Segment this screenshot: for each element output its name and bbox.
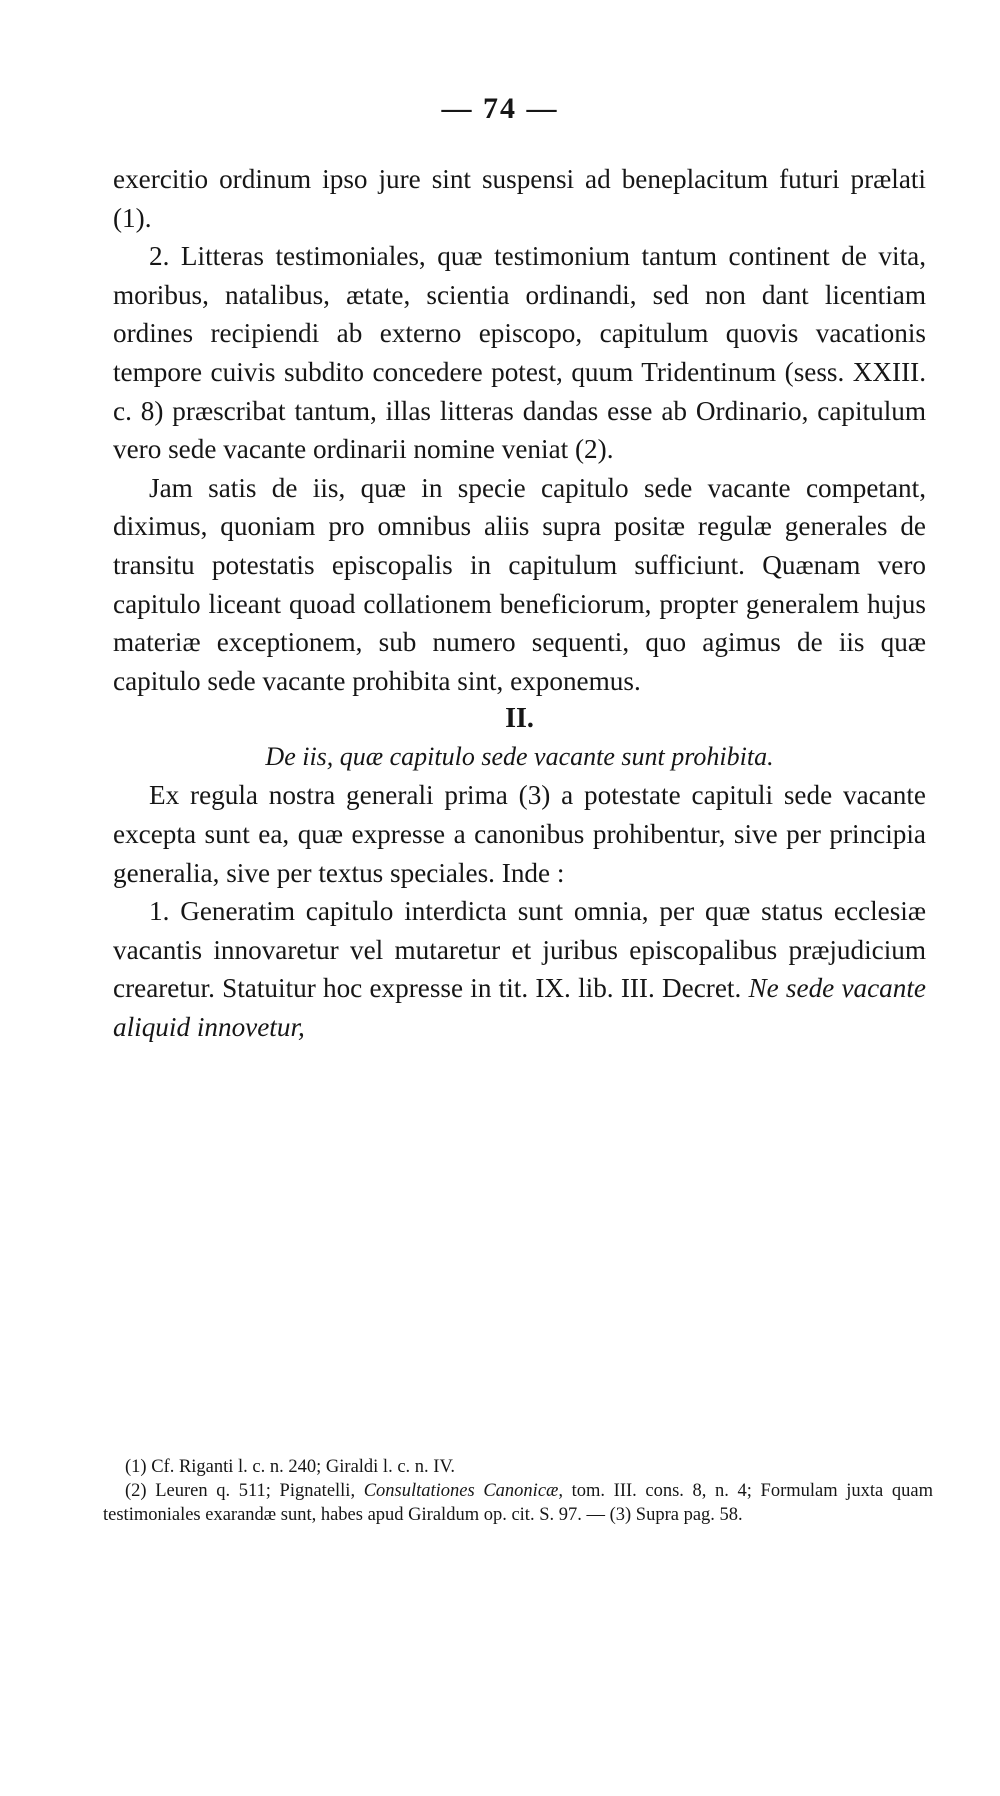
- main-text: [113, 160, 926, 1046]
- paragraph-summary: Jam satis de iis, quæ in specie capitulo sede vacante competant, diximus, quoniam pro omnibus aliis supra positæ regulæ generales de transitu potestatis episcopalis in capitulum sufficiunt. Quænam vero capitulo liceant quoad collationem beneficiorum, propter generalem hujus materiæ exceptionem, sub numero sequenti, quo agimus de iis quæ capitulo sede vacante prohibita sint, exponemus.: [113, 472, 926, 696]
- footnote-2-work-title: Consultationes Canonicæ,: [363, 1481, 563, 1501]
- footnote-2-start: (2) Leuren q. 511; Pignatelli,: [125, 1481, 364, 1501]
- paragraph-item-1: [113, 892, 926, 1046]
- page-number: — 74 —: [441, 92, 559, 125]
- section-number: II.: [505, 703, 534, 735]
- footnote-2: [103, 1479, 933, 1527]
- paragraph-continuation: exercitio ordinum ipso jure sint suspensi ad beneplacitum futuri prælati (1).: [113, 164, 926, 233]
- footnote-1: (1) Cf. Riganti l. c. n. 240; Giraldi l. c. n. IV.: [125, 1457, 456, 1477]
- footnotes: [103, 1455, 933, 1527]
- item-1-text: 1. Generatim capitulo interdicta sunt omnia, per quæ status ecclesiæ vacantis innovaretur vel mutaretur et juribus episcopalibus præjudicium crearetur. Statuitur hoc expresse in tit. IX. lib. III. Decret.: [113, 896, 926, 1004]
- section-title: De iis, quæ capitulo sede vacante sunt prohibita.: [265, 742, 774, 772]
- decretal-title: Ne sede vacante aliquid innovetur,: [113, 973, 926, 1042]
- paragraph-item-2: 2. Litteras testimoniales, quæ testimonium tantum continent de vita, moribus, natalibus, ætate, scientia ordinandi, sed non dant licentiam ordines recipiendi ab externo episcopo, capitulum quovis vacationis tempore cuivis subdito concedere potest, quum Tridentinum (sess. XXIII. c. 8) præscribat tantum, illas litteras dandas esse ab Ordinario, capitulum vero sede vacante ordinarii nomine veniat (2).: [113, 241, 926, 465]
- footnote-2-rest: tom. III. cons. 8, n. 4; Formulam juxta quam testimoniales exarandæ sunt, habes apud Giraldum op. cit. S. 97. — (3) Supra pag. 58.: [103, 1481, 933, 1525]
- paragraph-general-rule: Ex regula nostra generali prima (3) a potestate capituli sede vacante excepta sunt ea, quæ expresse a canonibus prohibentur, sive per principia generalia, sive per textus speciales. Inde :: [113, 780, 926, 888]
